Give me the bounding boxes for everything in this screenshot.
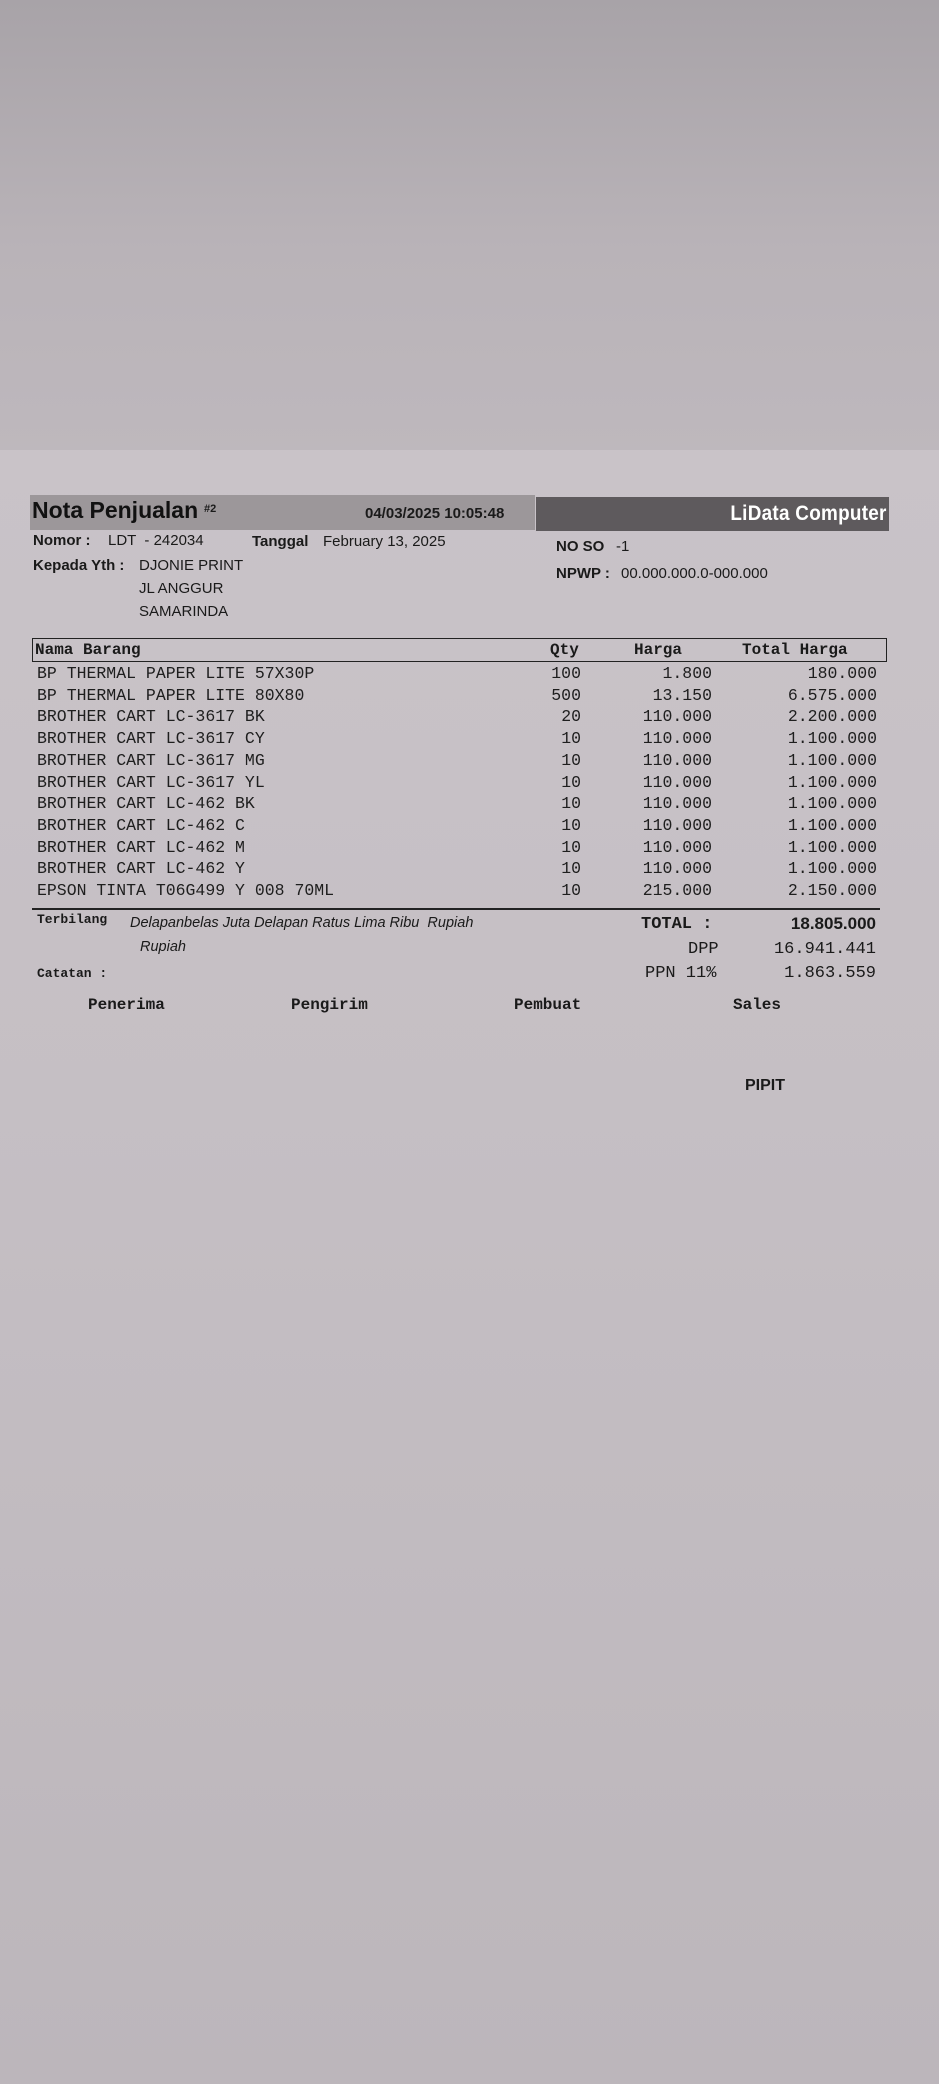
item-qty: 10 xyxy=(561,772,581,792)
catatan-label: Catatan : xyxy=(37,966,108,981)
npwp-value: 00.000.000.0-000.000 xyxy=(621,565,768,582)
table-row xyxy=(0,707,939,729)
table-row xyxy=(0,751,939,773)
nomor-value: LDT - 242034 xyxy=(108,532,204,549)
item-price: 110.000 xyxy=(642,772,712,792)
item-name: BROTHER CART LC-462 BK xyxy=(37,794,255,814)
npwp-label: NPWP : xyxy=(556,565,610,582)
sig-pengirim: Pengirim xyxy=(291,996,368,1014)
item-name: BROTHER CART LC-3617 CY xyxy=(37,729,265,749)
total-value: 18.805.000 xyxy=(790,914,876,933)
item-price: 110.000 xyxy=(642,815,712,835)
customer-name: DJONIE PRINT xyxy=(139,557,244,574)
noso-value: -1 xyxy=(616,538,630,555)
table-row xyxy=(0,859,939,881)
item-total: 1.100.000 xyxy=(787,815,877,835)
col-qty: Qty xyxy=(550,641,579,659)
item-qty: 500 xyxy=(551,685,581,705)
tanggal-value: February 13, 2025 xyxy=(323,533,446,550)
item-total: 1.100.000 xyxy=(787,772,877,792)
item-total: 180.000 xyxy=(807,664,877,683)
copy-number: #2 xyxy=(204,503,217,515)
item-qty: 10 xyxy=(561,837,581,857)
brand-logo: LiData Computer xyxy=(730,502,887,525)
item-price: 110.000 xyxy=(642,750,712,770)
item-name: EPSON TINTA T06G499 Y 008 70ML xyxy=(37,881,335,900)
item-qty: 10 xyxy=(561,794,581,814)
col-nama-barang: Nama Barang xyxy=(35,641,141,659)
item-total: 1.100.000 xyxy=(787,794,877,814)
printed-timestamp: 04/03/2025 10:05:48 xyxy=(365,505,505,522)
item-name: BROTHER CART LC-462 C xyxy=(37,815,245,835)
terbilang-label: Terbilang xyxy=(37,912,108,927)
nomor-label: Nomor : xyxy=(33,532,91,549)
kepada-label: Kepada Yth : xyxy=(33,557,125,574)
item-price: 110.000 xyxy=(642,794,712,814)
item-qty: 10 xyxy=(561,729,581,749)
item-total: 1.100.000 xyxy=(787,837,877,857)
item-total: 6.575.000 xyxy=(787,685,877,705)
item-price: 110.000 xyxy=(642,729,712,749)
sig-penerima: Penerima xyxy=(88,996,165,1014)
col-total-harga: Total Harga xyxy=(742,641,848,659)
total-label: TOTAL : xyxy=(641,915,713,934)
item-total: 1.100.000 xyxy=(787,750,877,770)
ppn-label: PPN 11% xyxy=(645,964,717,983)
item-total: 2.200.000 xyxy=(787,707,877,727)
dpp-value: 16.941.441 xyxy=(773,940,876,959)
table-row xyxy=(0,794,939,816)
item-name: BROTHER CART LC-3617 YL xyxy=(37,772,265,792)
table-row xyxy=(0,729,939,751)
terbilang-value xyxy=(130,911,500,959)
table-row xyxy=(0,773,939,795)
item-price: 110.000 xyxy=(642,837,712,857)
sig-sales: Sales xyxy=(733,996,782,1014)
item-qty: 10 xyxy=(561,815,581,835)
item-qty: 10 xyxy=(561,750,581,770)
item-price: 13.150 xyxy=(652,685,712,705)
item-qty: 10 xyxy=(561,859,581,879)
item-name: BROTHER CART LC-3617 BK xyxy=(37,707,265,727)
customer-address-2: SAMARINDA xyxy=(139,603,229,620)
item-qty: 10 xyxy=(561,881,581,900)
item-name: BROTHER CART LC-3617 MG xyxy=(37,750,265,770)
col-harga: Harga xyxy=(634,641,683,659)
item-total: 2.150.000 xyxy=(787,881,877,900)
item-qty: 20 xyxy=(561,707,581,727)
item-price: 110.000 xyxy=(642,707,712,727)
document-title: Nota Penjualan xyxy=(32,497,199,523)
tanggal-label: Tanggal xyxy=(252,533,309,550)
noso-label: NO SO xyxy=(556,538,605,555)
sig-pembuat: Pembuat xyxy=(514,996,582,1014)
ppn-value: 1.863.559 xyxy=(784,964,876,983)
item-total: 1.100.000 xyxy=(787,729,877,749)
item-price: 110.000 xyxy=(642,859,712,879)
table-row xyxy=(0,686,939,708)
item-name: BROTHER CART LC-462 M xyxy=(37,837,245,857)
customer-address-1: JL ANGGUR xyxy=(139,580,224,597)
table-row xyxy=(0,838,939,860)
dpp-label: DPP xyxy=(688,940,719,959)
table-row xyxy=(0,816,939,838)
item-price: 215.000 xyxy=(642,881,712,900)
table-row xyxy=(0,881,939,903)
item-total: 1.100.000 xyxy=(787,859,877,879)
item-name: BROTHER CART LC-462 Y xyxy=(37,859,245,879)
item-price: 1.800 xyxy=(662,664,712,683)
item-name: BP THERMAL PAPER LITE 80X80 xyxy=(37,685,305,705)
table-row xyxy=(0,664,939,686)
item-name: BP THERMAL PAPER LITE 57X30P xyxy=(37,664,315,683)
item-qty: 100 xyxy=(551,664,581,683)
terbilang-line-1: Delapanbelas Juta Delapan Ratus Lima Ribu Rupiah xyxy=(130,915,474,931)
terbilang-line-2: Rupiah xyxy=(140,939,186,955)
table-separator xyxy=(32,908,880,910)
sales-name: PIPIT xyxy=(745,1077,786,1094)
